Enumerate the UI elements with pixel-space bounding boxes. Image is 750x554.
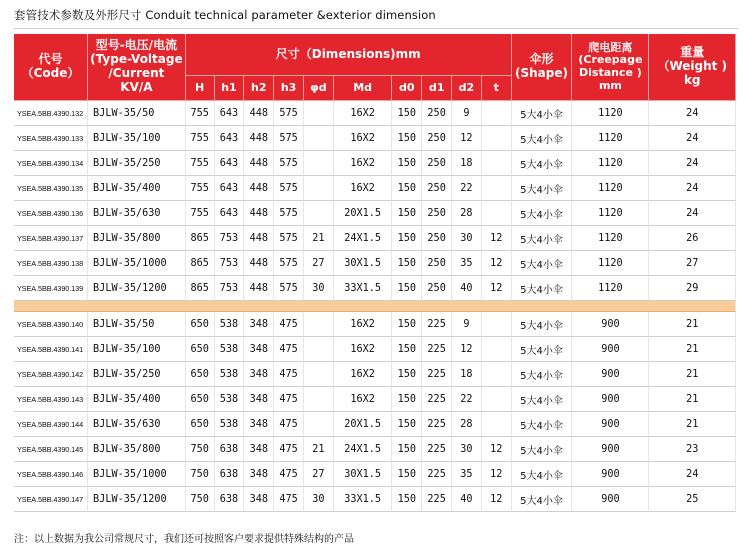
cell-shape: 5大4小伞 — [512, 276, 573, 301]
header-Md: Md — [334, 76, 393, 101]
cell-code: YSEA.5BB.4390.133 — [14, 126, 88, 151]
cell-d2: 30 — [452, 437, 482, 462]
cell-model: BJLW-35/100 — [88, 337, 186, 362]
cell-d0: 150 — [392, 437, 422, 462]
cell-shape: 5大4小伞 — [512, 387, 573, 412]
cell-H: 750 — [186, 437, 215, 462]
cell-model: BJLW-35/50 — [88, 101, 186, 126]
cell-h3: 475 — [274, 387, 304, 412]
cell-t — [482, 176, 512, 201]
table-row — [14, 276, 736, 301]
cell-d0: 150 — [392, 151, 422, 176]
cell-phid: 30 — [304, 487, 334, 512]
table-row — [14, 176, 736, 201]
table-row — [14, 337, 736, 362]
table-body — [14, 101, 736, 512]
cell-h3: 475 — [274, 462, 304, 487]
cell-H: 650 — [186, 412, 215, 437]
cell-creepage: 900 — [572, 337, 649, 362]
cell-shape: 5大4小伞 — [512, 312, 573, 337]
cell-shape: 5大4小伞 — [512, 126, 573, 151]
cell-phid: 21 — [304, 226, 334, 251]
cell-h1: 538 — [215, 337, 245, 362]
cell-model: BJLW-35/630 — [88, 412, 186, 437]
cell-creepage: 1120 — [572, 101, 649, 126]
cell-t — [482, 312, 512, 337]
cell-H: 650 — [186, 337, 215, 362]
cell-h1: 638 — [215, 487, 245, 512]
cell-model: BJLW-35/800 — [88, 226, 186, 251]
cell-model: BJLW-35/400 — [88, 387, 186, 412]
cell-d1: 250 — [422, 151, 452, 176]
cell-phid — [304, 201, 334, 226]
cell-d1: 225 — [422, 387, 452, 412]
cell-H: 650 — [186, 362, 215, 387]
cell-h2: 348 — [244, 437, 274, 462]
header-H: H — [186, 76, 215, 101]
cell-shape: 5大4小伞 — [512, 226, 573, 251]
cell-h3: 475 — [274, 337, 304, 362]
cell-d1: 250 — [422, 176, 452, 201]
cell-h3: 575 — [274, 251, 304, 276]
group-separator — [14, 301, 736, 312]
cell-code: YSEA.5BB.4390.141 — [14, 337, 88, 362]
cell-code: YSEA.5BB.4390.138 — [14, 251, 88, 276]
cell-h1: 538 — [215, 412, 245, 437]
cell-phid — [304, 387, 334, 412]
cell-shape: 5大4小伞 — [512, 412, 573, 437]
cell-Md: 33X1.5 — [334, 487, 393, 512]
cell-shape: 5大4小伞 — [512, 176, 573, 201]
cell-t: 12 — [482, 487, 512, 512]
cell-h3: 475 — [274, 362, 304, 387]
cell-h2: 348 — [244, 312, 274, 337]
cell-phid — [304, 126, 334, 151]
cell-h3: 575 — [274, 176, 304, 201]
cell-d1: 250 — [422, 126, 452, 151]
cell-Md: 33X1.5 — [334, 276, 393, 301]
cell-d1: 225 — [422, 412, 452, 437]
cell-Md: 16X2 — [334, 176, 393, 201]
cell-code: YSEA.5BB.4390.147 — [14, 487, 88, 512]
cell-shape: 5大4小伞 — [512, 101, 573, 126]
cell-model: BJLW-35/100 — [88, 126, 186, 151]
cell-code: YSEA.5BB.4390.137 — [14, 226, 88, 251]
cell-t — [482, 126, 512, 151]
cell-H: 755 — [186, 201, 215, 226]
cell-d1: 225 — [422, 362, 452, 387]
header-d0: d0 — [392, 76, 422, 101]
cell-h2: 448 — [244, 201, 274, 226]
cell-d0: 150 — [392, 362, 422, 387]
table-row — [14, 487, 736, 512]
cell-d0: 150 — [392, 462, 422, 487]
cell-t — [482, 337, 512, 362]
cell-weight: 21 — [649, 387, 736, 412]
cell-shape: 5大4小伞 — [512, 487, 573, 512]
cell-phid: 21 — [304, 437, 334, 462]
cell-creepage: 1120 — [572, 151, 649, 176]
cell-creepage: 900 — [572, 412, 649, 437]
cell-weight: 24 — [649, 176, 736, 201]
cell-code: YSEA.5BB.4390.134 — [14, 151, 88, 176]
cell-d2: 9 — [452, 101, 482, 126]
cell-t: 12 — [482, 462, 512, 487]
cell-h1: 643 — [215, 126, 245, 151]
cell-d1: 250 — [422, 251, 452, 276]
cell-phid — [304, 176, 334, 201]
cell-model: BJLW-35/250 — [88, 362, 186, 387]
cell-t: 12 — [482, 226, 512, 251]
cell-h3: 575 — [274, 201, 304, 226]
cell-h2: 448 — [244, 151, 274, 176]
cell-d2: 28 — [452, 201, 482, 226]
cell-H: 865 — [186, 251, 215, 276]
cell-code: YSEA.5BB.4390.143 — [14, 387, 88, 412]
cell-model: BJLW-35/800 — [88, 437, 186, 462]
cell-H: 650 — [186, 312, 215, 337]
cell-shape: 5大4小伞 — [512, 337, 573, 362]
cell-d0: 150 — [392, 387, 422, 412]
cell-phid — [304, 151, 334, 176]
cell-h2: 448 — [244, 126, 274, 151]
cell-code: YSEA.5BB.4390.142 — [14, 362, 88, 387]
cell-Md: 30X1.5 — [334, 251, 393, 276]
header-h2: h2 — [244, 76, 274, 101]
table-row — [14, 312, 736, 337]
cell-d2: 12 — [452, 337, 482, 362]
cell-phid: 27 — [304, 462, 334, 487]
header-d2: d2 — [452, 76, 482, 101]
cell-model: BJLW-35/400 — [88, 176, 186, 201]
cell-h3: 575 — [274, 226, 304, 251]
cell-creepage: 1120 — [572, 226, 649, 251]
cell-code: YSEA.5BB.4390.136 — [14, 201, 88, 226]
cell-d1: 225 — [422, 462, 452, 487]
cell-weight: 24 — [649, 126, 736, 151]
cell-Md: 24X1.5 — [334, 437, 393, 462]
spec-table — [14, 34, 736, 512]
cell-shape: 5大4小伞 — [512, 151, 573, 176]
cell-h1: 538 — [215, 362, 245, 387]
cell-model: BJLW-35/250 — [88, 151, 186, 176]
table-row — [14, 201, 736, 226]
cell-Md: 24X1.5 — [334, 226, 393, 251]
cell-shape: 5大4小伞 — [512, 437, 573, 462]
cell-creepage: 900 — [572, 312, 649, 337]
cell-d0: 150 — [392, 201, 422, 226]
cell-t: 12 — [482, 437, 512, 462]
cell-code: YSEA.5BB.4390.140 — [14, 312, 88, 337]
cell-code: YSEA.5BB.4390.144 — [14, 412, 88, 437]
cell-creepage: 1120 — [572, 251, 649, 276]
cell-h3: 575 — [274, 101, 304, 126]
header-weight: 重量 （Weight ) kg — [649, 34, 736, 101]
header-h3: h3 — [274, 76, 304, 101]
cell-d1: 225 — [422, 312, 452, 337]
cell-Md: 16X2 — [334, 337, 393, 362]
cell-H: 755 — [186, 101, 215, 126]
cell-code: YSEA.5BB.4390.146 — [14, 462, 88, 487]
table-row — [14, 387, 736, 412]
cell-model: BJLW-35/1200 — [88, 487, 186, 512]
cell-Md: 16X2 — [334, 362, 393, 387]
cell-d1: 250 — [422, 201, 452, 226]
cell-h2: 348 — [244, 337, 274, 362]
cell-h1: 638 — [215, 462, 245, 487]
table-row — [14, 362, 736, 387]
cell-phid: 27 — [304, 251, 334, 276]
cell-phid — [304, 101, 334, 126]
table-row — [14, 151, 736, 176]
cell-d1: 225 — [422, 487, 452, 512]
cell-d2: 9 — [452, 312, 482, 337]
cell-Md: 16X2 — [334, 126, 393, 151]
cell-t — [482, 101, 512, 126]
table-row — [14, 126, 736, 151]
cell-d1: 250 — [422, 101, 452, 126]
table-row — [14, 226, 736, 251]
cell-h1: 638 — [215, 437, 245, 462]
cell-h1: 643 — [215, 101, 245, 126]
cell-shape: 5大4小伞 — [512, 462, 573, 487]
table-row — [14, 412, 736, 437]
cell-d2: 22 — [452, 387, 482, 412]
cell-d2: 40 — [452, 276, 482, 301]
cell-Md: 20X1.5 — [334, 201, 393, 226]
cell-d0: 150 — [392, 412, 422, 437]
cell-d2: 18 — [452, 151, 482, 176]
cell-Md: 16X2 — [334, 151, 393, 176]
cell-code: YSEA.5BB.4390.145 — [14, 437, 88, 462]
cell-d2: 28 — [452, 412, 482, 437]
cell-t — [482, 412, 512, 437]
cell-t — [482, 387, 512, 412]
header-h1: h1 — [215, 76, 245, 101]
cell-h1: 643 — [215, 151, 245, 176]
cell-creepage: 1120 — [572, 276, 649, 301]
cell-creepage: 900 — [572, 437, 649, 462]
cell-d1: 250 — [422, 276, 452, 301]
table-row — [14, 101, 736, 126]
cell-d0: 150 — [392, 126, 422, 151]
cell-weight: 27 — [649, 251, 736, 276]
cell-d2: 18 — [452, 362, 482, 387]
cell-weight: 24 — [649, 151, 736, 176]
table-row — [14, 437, 736, 462]
cell-h1: 753 — [215, 251, 245, 276]
cell-d1: 225 — [422, 437, 452, 462]
cell-h3: 475 — [274, 412, 304, 437]
cell-d0: 150 — [392, 226, 422, 251]
cell-weight: 21 — [649, 362, 736, 387]
header-t: t — [482, 76, 512, 101]
cell-d2: 35 — [452, 251, 482, 276]
cell-Md: 16X2 — [334, 312, 393, 337]
cell-h2: 348 — [244, 412, 274, 437]
cell-h2: 348 — [244, 462, 274, 487]
cell-creepage: 900 — [572, 362, 649, 387]
cell-h3: 575 — [274, 151, 304, 176]
cell-weight: 21 — [649, 312, 736, 337]
cell-H: 755 — [186, 176, 215, 201]
header-d1: d1 — [422, 76, 452, 101]
cell-h3: 575 — [274, 276, 304, 301]
cell-d0: 150 — [392, 337, 422, 362]
group-separator-bar — [14, 301, 736, 312]
cell-phid — [304, 412, 334, 437]
cell-h3: 475 — [274, 312, 304, 337]
cell-shape: 5大4小伞 — [512, 201, 573, 226]
cell-h1: 753 — [215, 276, 245, 301]
cell-h3: 475 — [274, 487, 304, 512]
cell-model: BJLW-35/1200 — [88, 276, 186, 301]
cell-d0: 150 — [392, 312, 422, 337]
header-code: 代号 （Code） — [14, 34, 88, 101]
cell-d0: 150 — [392, 276, 422, 301]
cell-model: BJLW-35/1000 — [88, 251, 186, 276]
cell-h2: 348 — [244, 387, 274, 412]
cell-h1: 753 — [215, 226, 245, 251]
cell-phid — [304, 312, 334, 337]
cell-h2: 448 — [244, 176, 274, 201]
cell-model: BJLW-35/1000 — [88, 462, 186, 487]
cell-h1: 643 — [215, 201, 245, 226]
cell-h2: 348 — [244, 362, 274, 387]
cell-model: BJLW-35/50 — [88, 312, 186, 337]
cell-d1: 225 — [422, 337, 452, 362]
cell-d2: 12 — [452, 126, 482, 151]
cell-weight: 29 — [649, 276, 736, 301]
cell-H: 865 — [186, 226, 215, 251]
header-shape: 伞形 (Shape) — [512, 34, 573, 101]
header-phid: φd — [304, 76, 334, 101]
cell-h1: 538 — [215, 387, 245, 412]
cell-h1: 643 — [215, 176, 245, 201]
cell-H: 750 — [186, 462, 215, 487]
cell-d0: 150 — [392, 251, 422, 276]
cell-phid — [304, 362, 334, 387]
cell-shape: 5大4小伞 — [512, 362, 573, 387]
cell-code: YSEA.5BB.4390.139 — [14, 276, 88, 301]
cell-Md: 16X2 — [334, 387, 393, 412]
cell-h2: 448 — [244, 226, 274, 251]
cell-t: 12 — [482, 276, 512, 301]
cell-creepage: 900 — [572, 487, 649, 512]
cell-d0: 150 — [392, 176, 422, 201]
header-dimensions: 尺寸（Dimensions)mm — [186, 34, 512, 76]
table-row — [14, 462, 736, 487]
cell-weight: 24 — [649, 101, 736, 126]
cell-phid — [304, 337, 334, 362]
cell-weight: 21 — [649, 337, 736, 362]
cell-h3: 575 — [274, 126, 304, 151]
cell-h2: 348 — [244, 487, 274, 512]
cell-Md: 16X2 — [334, 101, 393, 126]
cell-shape: 5大4小伞 — [512, 251, 573, 276]
cell-weight: 25 — [649, 487, 736, 512]
cell-d2: 22 — [452, 176, 482, 201]
cell-d1: 250 — [422, 226, 452, 251]
cell-h2: 448 — [244, 101, 274, 126]
cell-code: YSEA.5BB.4390.135 — [14, 176, 88, 201]
cell-h2: 448 — [244, 251, 274, 276]
cell-code: YSEA.5BB.4390.132 — [14, 101, 88, 126]
cell-creepage: 900 — [572, 387, 649, 412]
table-row — [14, 251, 736, 276]
header-creepage: 爬电距离 (Creepage Distance ) mm — [572, 34, 649, 101]
cell-weight: 26 — [649, 226, 736, 251]
footnote: 注：以上数据为我公司常规尺寸，我们还可按照客户要求提供特殊结构的产品 — [14, 534, 354, 545]
cell-d2: 40 — [452, 487, 482, 512]
cell-t — [482, 201, 512, 226]
cell-t: 12 — [482, 251, 512, 276]
cell-model: BJLW-35/630 — [88, 201, 186, 226]
cell-H: 650 — [186, 387, 215, 412]
cell-H: 755 — [186, 126, 215, 151]
page-title: 套管技术参数及外形尺寸 Conduit technical parameter &exterior dimension — [14, 8, 436, 22]
cell-h2: 448 — [244, 276, 274, 301]
cell-weight: 24 — [649, 201, 736, 226]
cell-t — [482, 151, 512, 176]
cell-creepage: 900 — [572, 462, 649, 487]
cell-weight: 21 — [649, 412, 736, 437]
cell-H: 865 — [186, 276, 215, 301]
cell-Md: 30X1.5 — [334, 462, 393, 487]
cell-creepage: 1120 — [572, 176, 649, 201]
cell-creepage: 1120 — [572, 201, 649, 226]
cell-d0: 150 — [392, 487, 422, 512]
cell-Md: 20X1.5 — [334, 412, 393, 437]
cell-d0: 150 — [392, 101, 422, 126]
cell-creepage: 1120 — [572, 126, 649, 151]
header-model: 型号-电压/电流 (Type-Voltage /Current KV/A — [88, 34, 186, 101]
cell-t — [482, 362, 512, 387]
cell-phid: 30 — [304, 276, 334, 301]
cell-weight: 23 — [649, 437, 736, 462]
cell-h1: 538 — [215, 312, 245, 337]
cell-h3: 475 — [274, 437, 304, 462]
title-divider — [14, 28, 738, 29]
cell-d2: 30 — [452, 226, 482, 251]
cell-weight: 24 — [649, 462, 736, 487]
cell-d2: 35 — [452, 462, 482, 487]
cell-H: 750 — [186, 487, 215, 512]
cell-H: 755 — [186, 151, 215, 176]
